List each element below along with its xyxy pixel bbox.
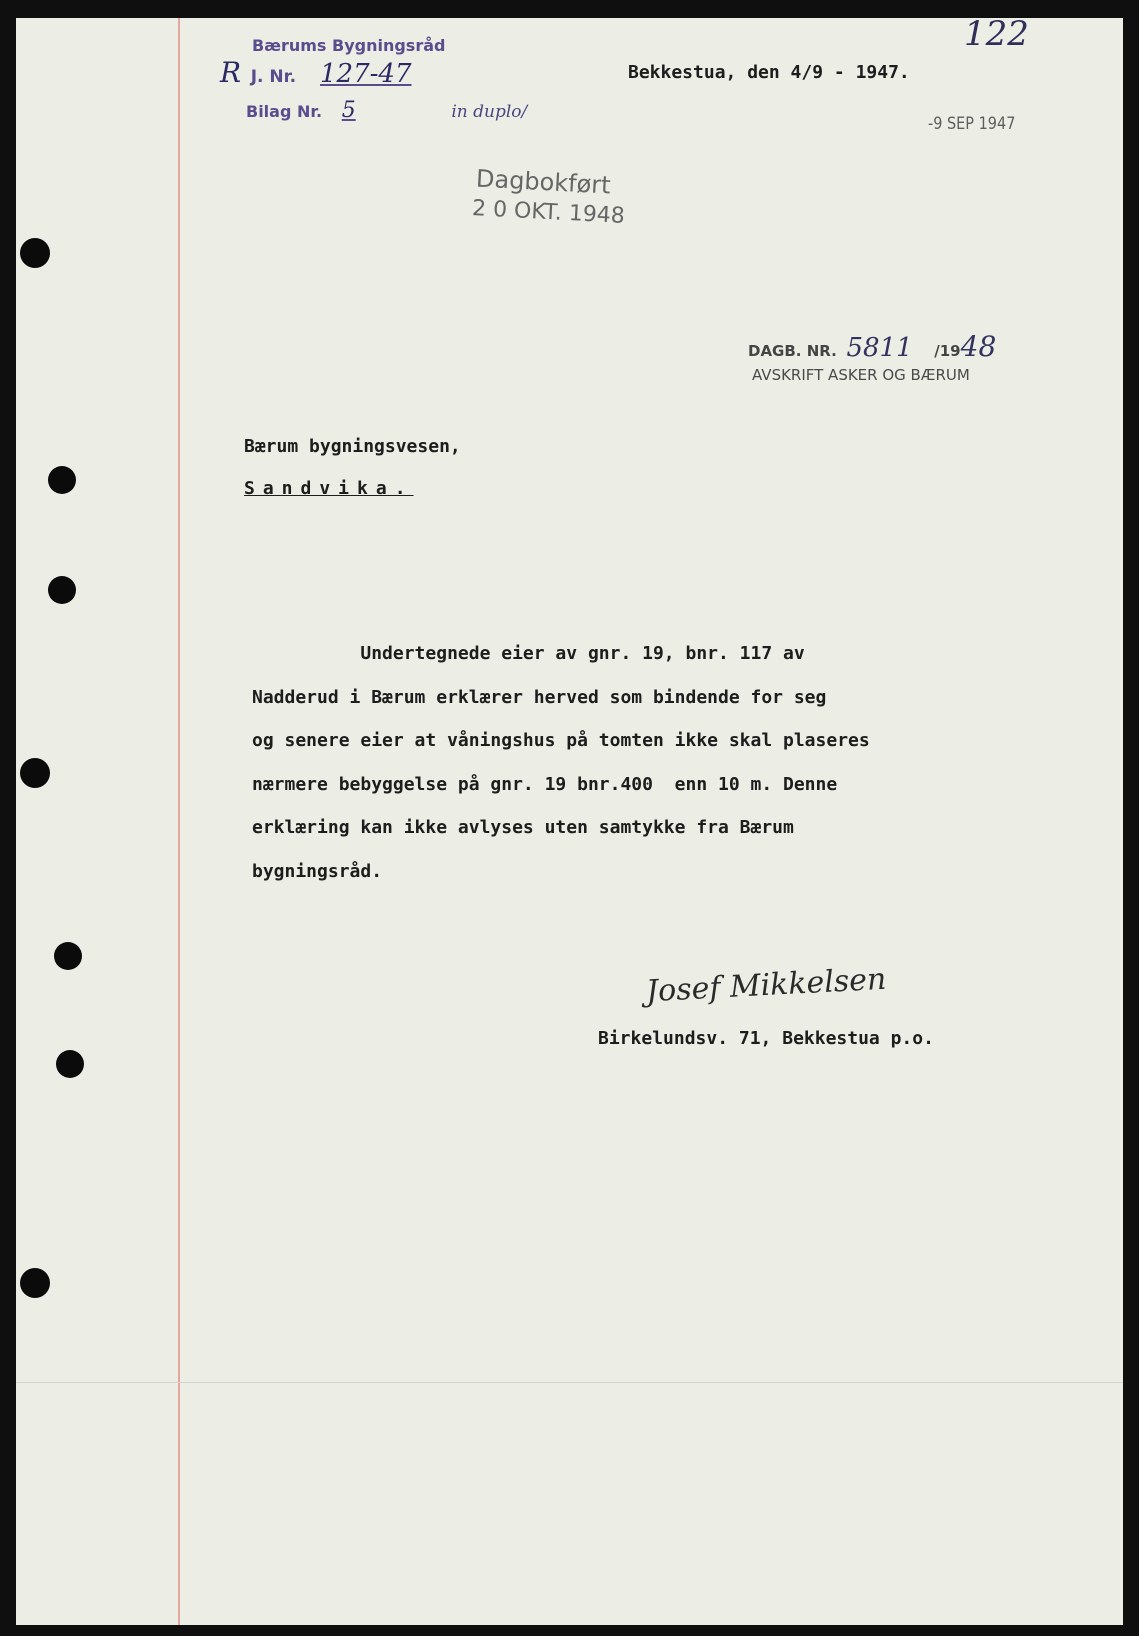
- margin-line: [178, 18, 180, 1625]
- place-date: Bekkestua, den 4/9 - 1947.: [628, 62, 910, 83]
- attachment-label: Bilag Nr.: [246, 102, 323, 121]
- dagbok-subtitle: AVSKRIFT ASKER OG BÆRUM: [752, 366, 970, 384]
- dagbok-number: 5811: [846, 333, 913, 363]
- dagbok-label: DAGB. NR.: [748, 342, 837, 360]
- body-line: og senere eier at våningshus på tomten ikke skal plaseres: [252, 730, 870, 751]
- body-line: nærmere bebyggelse på gnr. 19 bnr.400 enn 10 m. Denne: [252, 773, 838, 795]
- punch-hole: [54, 942, 82, 970]
- journal-initial: R: [220, 56, 242, 89]
- dagbok-stamp: [748, 330, 996, 363]
- dagbokfort-label: Dagbokført: [475, 164, 612, 200]
- journal-line: [220, 56, 426, 89]
- addressee-line2: Sandvika.: [244, 478, 414, 499]
- body-line: bygningsråd.: [252, 860, 383, 882]
- body-line: Nadderud i Bærum erklærer herved som bindende for seg: [252, 686, 827, 708]
- addressee-line1: Bærum bygningsvesen,: [244, 436, 461, 457]
- fold-line: [16, 1382, 1123, 1383]
- punch-hole: [56, 1050, 84, 1078]
- punch-hole: [20, 238, 50, 268]
- document-page: [16, 18, 1123, 1625]
- duplicate-note: in duplo/: [451, 102, 528, 122]
- punch-hole: [20, 1268, 50, 1298]
- journal-label: J. Nr.: [250, 67, 297, 87]
- page-number: 122: [964, 18, 1029, 54]
- office-stamp: Bærums Bygningsråd: [252, 36, 446, 55]
- body-line: Undertegnede eier av gnr. 19, bnr. 117 av: [252, 643, 805, 664]
- dagbok-year-prefix: /19: [934, 342, 961, 360]
- signature: Josef Mikkelsen: [645, 961, 888, 1010]
- dagbok-year-suffix: 48: [960, 330, 997, 363]
- punch-hole: [20, 758, 50, 788]
- body-line: erklæring kan ikke avlyses uten samtykke fra Bærum: [252, 817, 794, 838]
- received-stamp: -9 SEP 1947: [928, 114, 1016, 134]
- sender-address: Birkelundsv. 71, Bekkestua p.o.: [598, 1028, 934, 1049]
- punch-hole: [48, 576, 76, 604]
- punch-hole: [48, 466, 76, 494]
- dagbokfort-date: 2 0 OKT. 1948: [471, 196, 626, 229]
- declaration-body: [252, 632, 1072, 893]
- attachment-line: [246, 98, 527, 123]
- attachment-number: 5: [341, 98, 356, 123]
- journal-number: 127-47: [319, 59, 412, 89]
